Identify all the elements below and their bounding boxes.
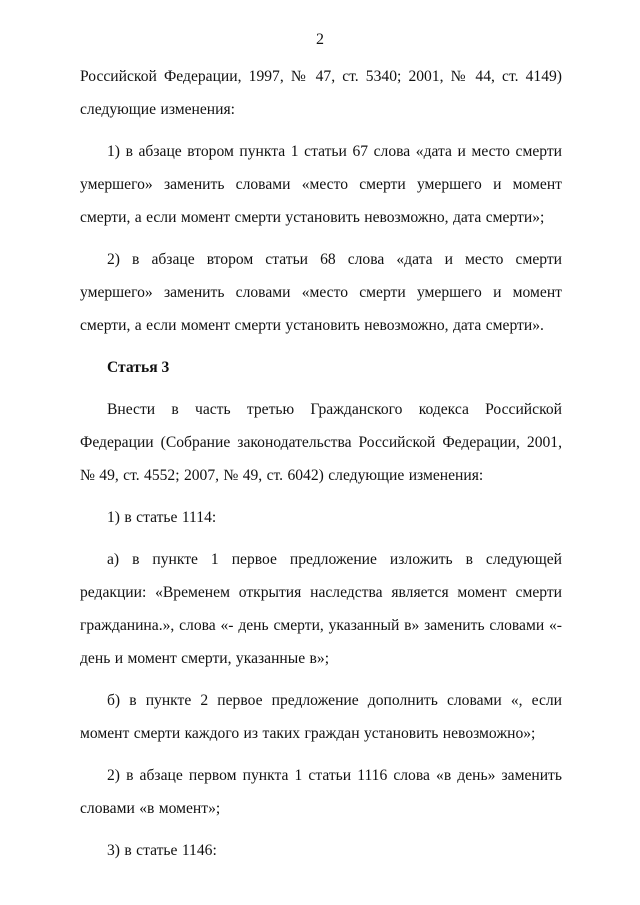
paragraph-subitem-b: б) в пункте 2 первое предложение дополнить словами «, если момент смерти каждого из таких граждан установить невозможно»;	[80, 692, 562, 742]
paragraph-item-2-article-1116: 2) в абзаце первом пункта 1 статьи 1116 слова «в день» заменить словами «в момент»;	[80, 767, 562, 817]
paragraph-item-1-article-1114: 1) в статье 1114:	[107, 509, 217, 526]
article-3-heading: Статья 3	[107, 359, 170, 376]
document-body	[80, 60, 562, 867]
paragraph-continuation: Российской Федерации, 1997, № 47, ст. 5340; 2001, № 44, ст. 4149) следующие изменения:	[80, 68, 562, 118]
paragraph-article-3-intro: Внести в часть третью Гражданского кодекса Российской Федерации (Собрание законодательства Российской Федерации, 2001, № 49, ст. 4552; 2007, № 49, ст. 6042) следующие изменения:	[80, 401, 562, 484]
paragraph-item-3-article-1146: 3) в статье 1146:	[107, 842, 217, 859]
paragraph-item-1-article-67: 1) в абзаце втором пункта 1 статьи 67 слова «дата и место смерти умершего» заменить словами «место смерти умершего и момент смерти, а если момент смерти установить невозможно, дата смерти»;	[80, 143, 562, 226]
page-number: 2	[316, 31, 324, 48]
paragraph-item-2-article-68: 2) в абзаце втором статьи 68 слова «дата и место смерти умершего» заменить словами «место смерти умершего и момент смерти, а если момент смерти установить невозможно, дата смерти».	[80, 251, 562, 334]
paragraph-subitem-a: а) в пункте 1 первое предложение изложить в следующей редакции: «Временем открытия наследства является момент смерти гражданина.», слова «- день смерти, указанный в» заменить словами «- день и момент смерти, указанные в»;	[80, 551, 562, 667]
